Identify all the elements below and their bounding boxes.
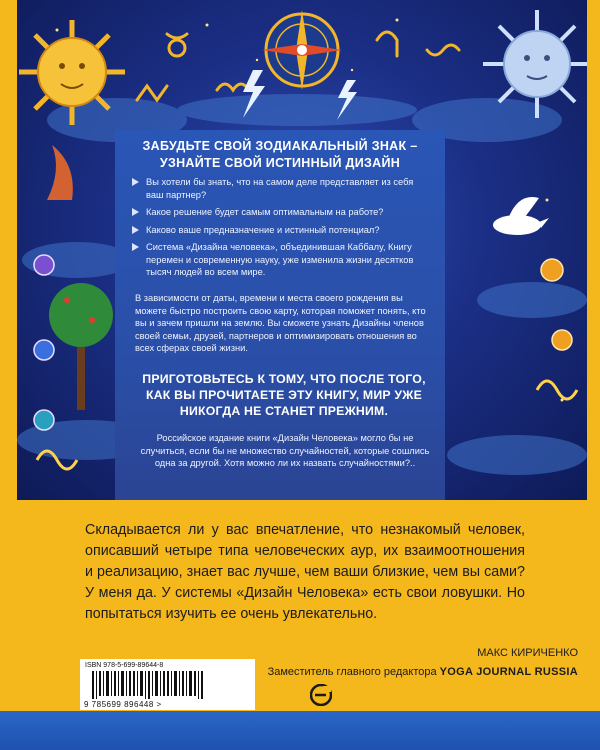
headline: [135, 138, 425, 172]
bullet-item: [130, 224, 430, 237]
triangle-bullet-icon: [132, 243, 139, 251]
callout-text: ПРИГОТОВЬТЕСЬ К ТОМУ, ЧТО ПОСЛЕ ТОГО, КАК ВЫ ПРОЧИТАЕТЕ ЭТУ КНИГУ, МИР УЖЕ НИКОГДА НЕ СТАНЕТ ПРЕЖНИМ.: [142, 372, 426, 418]
quote-author-name: МАКС КИРИЧЕНКО: [477, 647, 578, 659]
quote-author-role: [210, 666, 578, 678]
triangle-bullet-icon: [132, 226, 139, 234]
bottom-band: [0, 711, 600, 750]
barcode-digits: 9 785699 896448 >: [84, 700, 162, 709]
bullet-text: Какое решение будет самым оптимальным на работе?: [146, 207, 384, 217]
bullet-item: [130, 176, 430, 201]
headline-line-1: ЗАБУДЬТЕ СВОЙ ЗОДИАКАЛЬНЫЙ ЗНАК –: [142, 139, 418, 153]
publisher-logo-icon: [310, 684, 332, 706]
triangle-bullet-icon: [132, 208, 139, 216]
author-role-title: Заместитель главного редактора: [267, 666, 437, 678]
bullet-item: [130, 241, 430, 279]
bullet-list: [130, 176, 430, 284]
bullet-text: Система «Дизайна человека», объединившая Каббалу, Книгу перемен и современную науку, уже изменила жизни десятков тысяч людей во всем мире.: [146, 242, 414, 277]
isbn-text: ISBN 978-5-699-89644-8: [85, 662, 164, 669]
tree-icon: [49, 283, 113, 410]
triangle-bullet-icon: [132, 178, 139, 186]
magazine-name: YOGA JOURNAL RUSSIA: [439, 666, 578, 678]
compass-rose-icon: [262, 10, 342, 90]
dove-icon: [493, 197, 549, 235]
bullet-item: [130, 206, 430, 219]
description-paragraph: В зависимости от даты, времени и места своего рождения вы можете быстро построить свою карту, которая поможет понять, кто вы и зачем пришли на землю. Вы сможете узнать Дизайны членов своей семьи, друзей, партнеров и оптимизировать отношения во всех сферах своей жизни.: [135, 293, 426, 354]
barcode-box: [80, 659, 255, 710]
bullet-text: Вы хотели бы знать, что на самом деле представляет из себя ваш партнер?: [146, 177, 414, 200]
edition-note: Российское издание книги «Дизайн Человека» могло бы не случиться, если бы не множество случайностей, которые сошлись одна за другой. Хотя можно ли их назвать случайностями?..: [140, 433, 430, 469]
review-quote: Складывается ли у вас впечатление, что незнакомый человек, описавший четыре типа человеческих аур, их взаимоотношения и реализацию, знает вас лучше, чем ваши близкие, чем вы сами? У меня да. У системы «Дизайн Человека» есть свои ловушки. Но попытаться изучить ее очень увлекательно.: [85, 522, 525, 622]
bullet-text: Каково ваше предназначение и истинный потенциал?: [146, 224, 380, 235]
headline-line-2: УЗНАЙТЕ СВОЙ ИСТИННЫЙ ДИЗАЙН: [159, 156, 401, 170]
